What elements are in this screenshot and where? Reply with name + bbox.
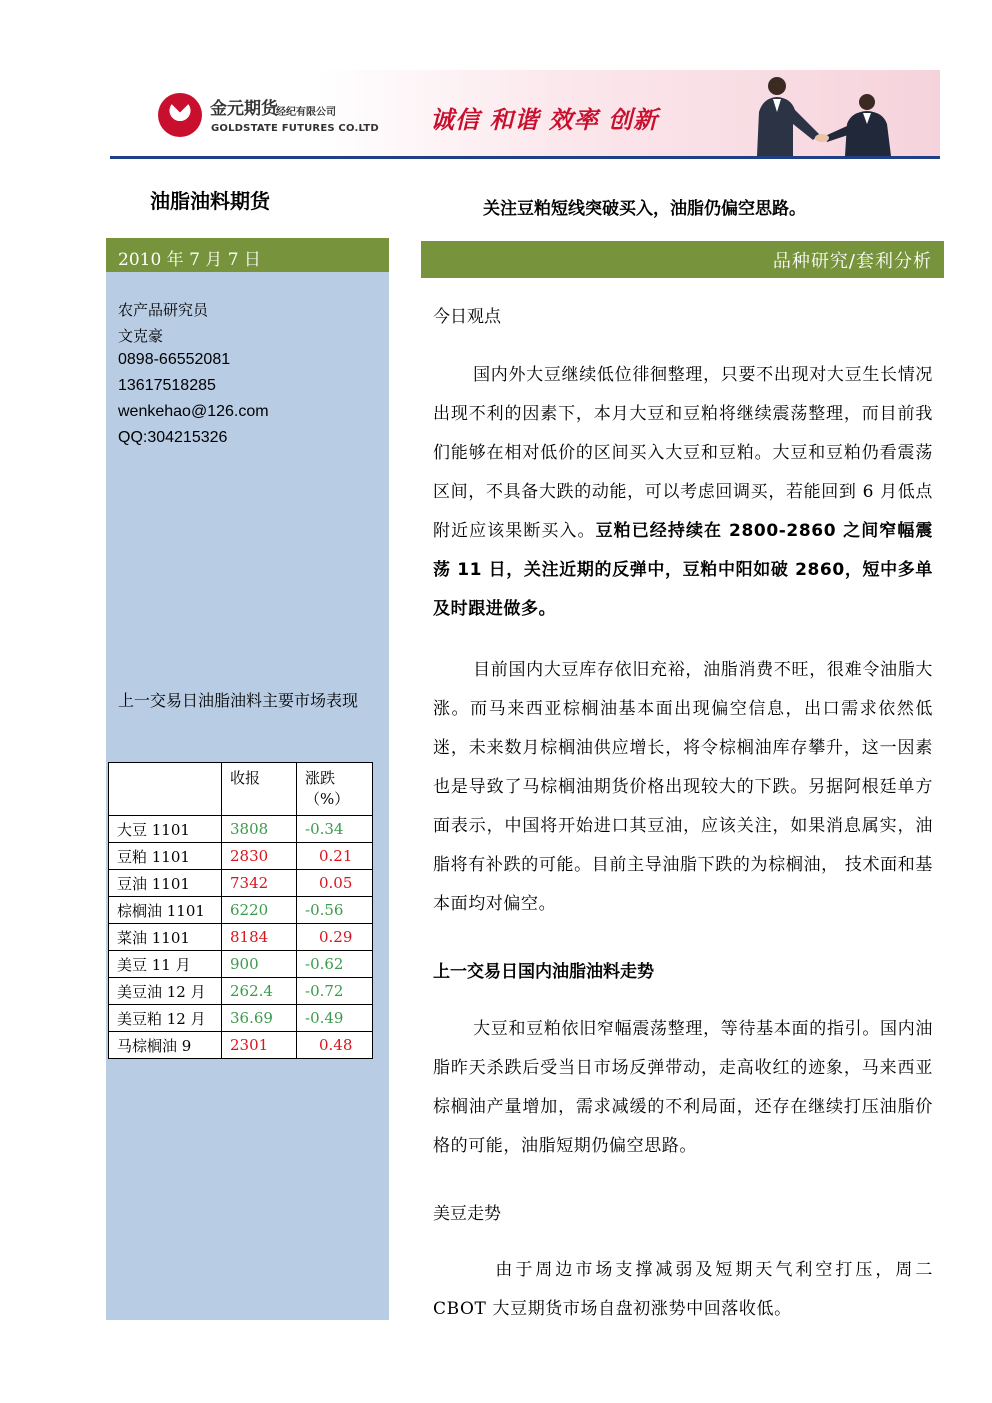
table-header-change: 涨跌（%）: [297, 763, 373, 816]
cell-contract: 大豆 1101: [109, 816, 222, 843]
table-body: [109, 816, 373, 1059]
table-row: [109, 1032, 373, 1059]
paragraph-1-text: 国内外大豆继续低位徘徊整理，只要不出现对大豆生长情况出现不利的因素下，本月大豆和豆粕将继续震荡整理，而目前我们能够在相对低价的区间买入大豆和豆粕。大豆和豆粕仍看震荡区间，不具备大跌的动能，可以考虑回调买，若能回到 6 月低点附近应该果断买入。: [433, 365, 933, 541]
cell-close: 3808: [222, 816, 297, 843]
analyst-qq: QQ:304215326: [118, 429, 228, 446]
cell-change: -0.56: [297, 897, 373, 924]
paragraph-2: [433, 651, 933, 924]
company-name-cn-sub: 经纪有限公司: [276, 107, 336, 118]
paragraph-4-text: 由于周边市场支撑减弱及短期天气利空打压，周二 CBOT 大豆期货市场自盘初涨势中回落收低。: [433, 1260, 933, 1319]
cell-change: 0.05: [297, 870, 373, 897]
paragraph-2-text: 目前国内大豆库存依旧充裕，油脂消费不旺，很难令油脂大涨。而马来西亚棕榈油基本面出现偏空信息，出口需求依然低迷，未来数月棕榈油供应增长，将令棕榈油库存攀升，这一因素也是导致了马棕榈油期货价格出现较大的下跌。另据阿根廷单方面表示，中国将开始进口其豆油，应该关注，如果消息属实，油脂将有补跌的可能。目前主导油脂下跌的为棕榈油， 技术面和基本面均对偏空。: [433, 660, 933, 914]
paragraph-4: [433, 1251, 933, 1329]
section-title: 油脂油料期货: [150, 189, 270, 213]
category-label: 品种研究/套利分析: [772, 251, 932, 272]
company-name-en: GOLDSTATE FUTURES CO.LTD: [211, 123, 379, 134]
analyst-name: 文克豪: [118, 327, 164, 345]
cell-close: 7342: [222, 870, 297, 897]
cell-close: 2830: [222, 843, 297, 870]
cell-close: 2301: [222, 1032, 297, 1059]
table-row: [109, 897, 373, 924]
paragraph-3-text: 大豆和豆粕依旧窄幅震荡整理，等待基本面的指引。国内油脂昨天杀跌后受当日市场反弹带动，走高收红的迹象，马来西亚棕榈油产量增加，需求减缓的不利局面，还存在继续打压油脂价格的可能，油脂短期仍偏空思路。: [433, 1019, 933, 1156]
paragraph-3: [433, 1010, 933, 1166]
cell-contract: 棕榈油 1101: [109, 897, 222, 924]
cell-close: 6220: [222, 897, 297, 924]
table-row: [109, 870, 373, 897]
report-date: 2010 年 7 月 7 日: [118, 250, 261, 270]
paragraph-1: [433, 356, 933, 629]
header-rule: [110, 156, 940, 159]
table-header-name: [109, 763, 222, 816]
domestic-trend-heading: 上一交易日国内油脂油料走势: [433, 962, 654, 982]
paragraph-1-bold: 豆粕已经持续在 2800-2860 之间窄幅震荡 11 日，关注近期的反弹中，豆粕中阳如破 2860，短中多单及时跟进做多。: [433, 521, 933, 619]
analyst-mobile: 13617518285: [118, 377, 216, 394]
cell-change: -0.62: [297, 951, 373, 978]
cell-contract: 美豆 11 月: [109, 951, 222, 978]
analyst-phone: 0898-66552081: [118, 351, 231, 368]
cell-change: -0.72: [297, 978, 373, 1005]
table-row: [109, 843, 373, 870]
cell-contract: 马棕榈油 9: [109, 1032, 222, 1059]
cell-contract: 美豆油 12 月: [109, 978, 222, 1005]
cell-change: 0.48: [297, 1032, 373, 1059]
headline: 关注豆粕短线突破买入，油脂仍偏空思路。: [483, 199, 806, 219]
analyst-email[interactable]: wenkehao@126.com: [118, 403, 269, 420]
cell-change: 0.29: [297, 924, 373, 951]
cell-change: -0.49: [297, 1005, 373, 1032]
table-row: [109, 978, 373, 1005]
table-row: [109, 924, 373, 951]
cell-close: 262.4: [222, 978, 297, 1005]
market-table-title: 上一交易日油脂油料主要市场表现: [118, 691, 359, 710]
slogan: 诚信 和谐 效率 创新: [430, 106, 659, 134]
us-soy-heading: 美豆走势: [433, 1204, 501, 1224]
table-row: [109, 1005, 373, 1032]
today-view-heading: 今日观点: [433, 307, 501, 327]
table-header-close: 收报: [222, 763, 297, 816]
analyst-role: 农产品研究员: [118, 301, 209, 319]
table-row: [109, 816, 373, 843]
cell-close: 900: [222, 951, 297, 978]
cell-contract: 豆粕 1101: [109, 843, 222, 870]
market-table: [108, 762, 373, 1059]
company-name-cn: 金元期货: [210, 99, 278, 119]
cell-contract: 豆油 1101: [109, 870, 222, 897]
table-row: [109, 951, 373, 978]
handshake-image: [735, 72, 905, 156]
table-header-row: [109, 763, 373, 816]
cell-change: -0.34: [297, 816, 373, 843]
cell-change: 0.21: [297, 843, 373, 870]
cell-contract: 美豆粕 12 月: [109, 1005, 222, 1032]
cell-close: 8184: [222, 924, 297, 951]
cell-contract: 菜油 1101: [109, 924, 222, 951]
cell-close: 36.69: [222, 1005, 297, 1032]
